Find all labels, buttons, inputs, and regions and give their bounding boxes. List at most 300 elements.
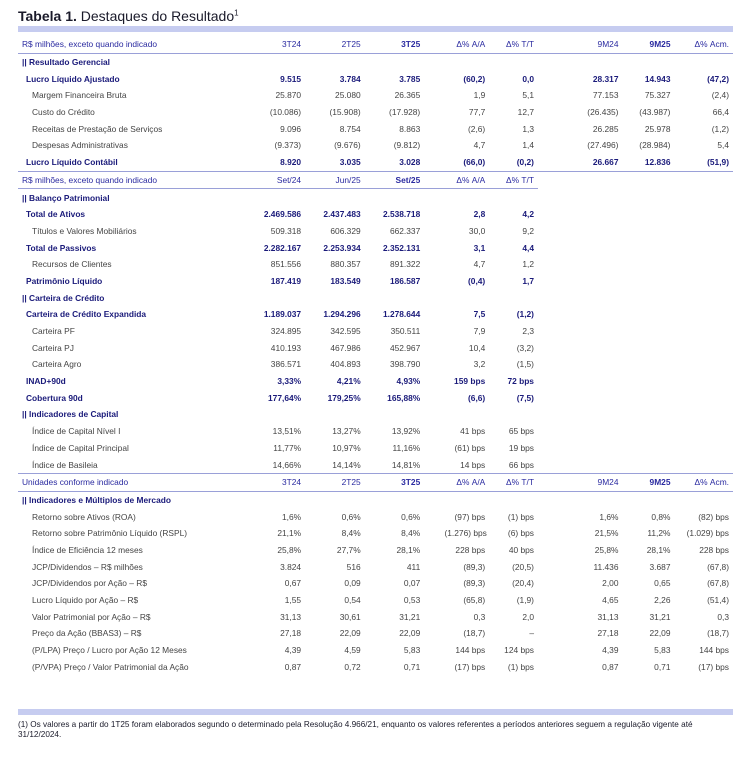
value-cell — [622, 239, 674, 256]
value-cell: 410.193 — [270, 342, 302, 353]
header-col: 9M24 — [570, 36, 622, 53]
value-cell — [570, 323, 622, 340]
value-cell: 28.317 — [592, 73, 619, 84]
value-cell: (27.496) — [587, 140, 619, 151]
table-row — [18, 440, 733, 457]
value-cell: 3,2 — [473, 359, 486, 370]
row-label: Despesas Administrativas — [32, 140, 128, 151]
value-cell — [674, 323, 733, 340]
row-label: Lucro Líquido por Ação – R$ — [32, 595, 139, 606]
table-row — [18, 525, 733, 542]
gap-cell — [424, 389, 440, 406]
header-col: Δ% A/A — [440, 473, 489, 491]
value-cell: 31,21 — [399, 611, 421, 622]
row-label: Custo do Crédito — [32, 107, 95, 118]
header-col — [674, 171, 733, 189]
gap-cell — [424, 542, 440, 559]
row-label: Títulos e Valores Mobiliários — [32, 225, 137, 236]
table-row — [18, 120, 733, 137]
value-cell: (17) bps — [454, 661, 486, 672]
value-cell: 25.080 — [335, 90, 361, 101]
value-cell: 0,72 — [344, 661, 361, 672]
table-row — [18, 356, 733, 373]
value-cell: 9.515 — [280, 73, 302, 84]
value-cell: 1,9 — [473, 90, 486, 101]
table-row — [18, 373, 733, 390]
value-cell: (10.086) — [269, 107, 302, 118]
value-cell: 228 bps — [455, 544, 486, 555]
value-cell: (2,6) — [468, 123, 486, 134]
value-cell — [674, 239, 733, 256]
value-cell — [674, 206, 733, 223]
row-label: Carteira de Crédito Expandida — [26, 309, 147, 320]
table-row — [18, 658, 733, 675]
row-label: Receitas de Prestação de Serviços — [32, 123, 163, 134]
gap-cell — [424, 642, 440, 659]
table-row — [18, 508, 733, 525]
title-footnote-ref: 1 — [234, 8, 239, 18]
value-cell: 3.824 — [280, 561, 302, 572]
value-cell: (0,2) — [516, 157, 534, 168]
value-cell: (1.029) bps — [686, 528, 729, 539]
value-cell: 124 bps — [504, 645, 534, 656]
gap-cell — [538, 658, 571, 675]
value-cell: 165,88% — [387, 392, 421, 403]
section-title: || Balanço Patrimonial — [18, 189, 733, 206]
value-cell: 2,26 — [654, 595, 671, 606]
gap-cell — [424, 525, 440, 542]
gap-cell — [538, 558, 571, 575]
value-cell: 3.785 — [399, 73, 421, 84]
gap-cell — [424, 356, 440, 373]
value-cell: 10,4 — [468, 342, 486, 353]
row-label: JCP/Dividendos – R$ milhões — [32, 561, 143, 572]
gap-cell — [538, 154, 571, 171]
value-cell: (7,5) — [516, 392, 534, 403]
value-cell: 14,66% — [272, 459, 302, 470]
table-row — [18, 339, 733, 356]
gap-cell — [424, 256, 440, 273]
value-cell: (17.928) — [389, 107, 421, 118]
value-cell: 11,16% — [392, 442, 421, 453]
value-cell: 26.365 — [394, 90, 421, 101]
value-cell: 662.337 — [389, 225, 421, 236]
value-cell: (2,4) — [711, 90, 729, 101]
value-cell: 4,7 — [473, 259, 486, 270]
gap-cell — [424, 223, 440, 240]
section-row — [18, 491, 733, 508]
gap-cell — [424, 658, 440, 675]
header-col: Δ% T/T — [489, 171, 538, 189]
value-cell: 4,39 — [284, 645, 302, 656]
value-cell: 1,3 — [522, 123, 534, 134]
value-cell — [622, 256, 674, 273]
section-row — [18, 406, 733, 423]
gap-cell — [538, 339, 571, 356]
value-cell: 2.352.131 — [382, 242, 421, 253]
gap-cell — [424, 423, 440, 440]
value-cell: 12.836 — [644, 157, 671, 168]
header-gap — [424, 473, 440, 491]
value-cell — [622, 206, 674, 223]
header-col: 3T24 — [246, 473, 306, 491]
value-cell: 25,8% — [594, 544, 619, 555]
value-cell: 27,18 — [280, 628, 302, 639]
value-cell — [570, 206, 622, 223]
gap-cell — [424, 339, 440, 356]
value-cell: (6) bps — [507, 528, 534, 539]
value-cell: 509.318 — [270, 225, 302, 236]
header-label: R$ milhões, exceto quando indicado — [18, 36, 246, 53]
gap-cell — [424, 558, 440, 575]
results-table — [18, 36, 733, 675]
header-col: Jun/25 — [305, 171, 365, 189]
table-row — [18, 104, 733, 121]
gap-cell — [424, 323, 440, 340]
value-cell: 77,7 — [468, 107, 486, 118]
value-cell: 26.285 — [592, 123, 619, 134]
value-cell: 880.357 — [330, 259, 361, 270]
value-cell: 0,87 — [284, 661, 302, 672]
gap-cell — [538, 608, 571, 625]
row-label: Recursos de Clientes — [32, 259, 112, 270]
value-cell — [570, 356, 622, 373]
table-row — [18, 592, 733, 609]
header-col: Δ% Acm. — [674, 473, 733, 491]
header-gap — [538, 171, 571, 189]
gap-cell — [538, 239, 571, 256]
value-cell: 0,3 — [473, 611, 486, 622]
value-cell: 66,4 — [712, 107, 729, 118]
value-cell: 28,1% — [396, 544, 421, 555]
value-cell: 177,64% — [268, 392, 302, 403]
row-label: (P/VPA) Preço / Valor Patrimonial da Ação — [32, 661, 189, 672]
row-label: Total de Passivos — [26, 242, 97, 253]
header-col: Δ% T/T — [489, 473, 538, 491]
value-cell: (89,3) — [463, 561, 486, 572]
section-title: || Carteira de Crédito — [18, 289, 733, 306]
value-cell: 4,7 — [473, 140, 486, 151]
value-cell: 0,3 — [717, 611, 729, 622]
row-label: Patrimônio Líquido — [26, 275, 103, 286]
header-col: Δ% Acm. — [674, 36, 733, 53]
value-cell: 31,13 — [597, 611, 619, 622]
header-col: Set/25 — [365, 171, 425, 189]
header-gap — [424, 36, 440, 53]
header-row — [18, 171, 733, 189]
value-cell: 179,25% — [327, 392, 361, 403]
value-cell: 25.870 — [275, 90, 302, 101]
value-cell: 1.278.644 — [382, 309, 421, 320]
value-cell: 8.754 — [339, 123, 361, 134]
value-cell: 1,2 — [522, 259, 534, 270]
row-label: INAD+90d — [26, 376, 66, 387]
value-cell — [622, 389, 674, 406]
value-cell: 13,92% — [391, 426, 421, 437]
value-cell: 25.978 — [644, 123, 671, 134]
gap-cell — [538, 70, 571, 87]
value-cell: (82) bps — [698, 511, 729, 522]
value-cell — [570, 306, 622, 323]
gap-cell — [424, 508, 440, 525]
gap-cell — [538, 104, 571, 121]
value-cell: 22,09 — [649, 628, 671, 639]
gap-cell — [424, 625, 440, 642]
value-cell: (9.373) — [274, 140, 302, 151]
value-cell — [674, 440, 733, 457]
value-cell: 342.595 — [330, 326, 361, 337]
row-label: Índice de Capital Principal — [32, 442, 129, 453]
table-row — [18, 306, 733, 323]
value-cell: 3.687 — [649, 561, 671, 572]
value-cell: 891.322 — [389, 259, 421, 270]
value-cell: 13,51% — [272, 426, 302, 437]
value-cell — [622, 339, 674, 356]
value-cell: (1,9) — [516, 595, 534, 606]
value-cell: 27,18 — [597, 628, 619, 639]
value-cell: 2,3 — [522, 326, 534, 337]
value-cell: 14,81% — [391, 459, 421, 470]
value-cell: (6,6) — [468, 392, 486, 403]
header-gap — [538, 36, 571, 53]
value-cell: 11,77% — [273, 442, 302, 453]
value-cell: 4,93% — [396, 376, 421, 387]
value-cell: 30,61 — [339, 611, 361, 622]
value-cell: 14,14% — [332, 459, 361, 470]
value-cell — [622, 323, 674, 340]
value-cell: 7,9 — [473, 326, 486, 337]
header-col: 3T25 — [365, 473, 425, 491]
gap-cell — [538, 592, 571, 609]
value-cell: 467.986 — [330, 342, 361, 353]
value-cell — [622, 223, 674, 240]
value-cell: 8.920 — [280, 157, 302, 168]
row-label: Preço da Ação (BBAS3) – R$ — [32, 628, 142, 639]
value-cell: 4,2 — [522, 209, 534, 220]
gap-cell — [538, 306, 571, 323]
section-title: || Resultado Gerencial — [18, 53, 733, 70]
value-cell: 7,5 — [473, 309, 486, 320]
value-cell: 2,8 — [473, 209, 486, 220]
value-cell — [622, 440, 674, 457]
value-cell: 452.967 — [389, 342, 421, 353]
value-cell: 28,1% — [646, 544, 671, 555]
value-cell: 8,4% — [401, 528, 421, 539]
value-cell — [570, 339, 622, 356]
value-cell: 350.511 — [390, 326, 421, 337]
table-row — [18, 256, 733, 273]
value-cell: (1) bps — [507, 511, 534, 522]
table-row — [18, 273, 733, 290]
row-label: Retorno sobre Patrimônio Líquido (RSPL) — [32, 528, 188, 539]
value-cell: 31,13 — [280, 611, 302, 622]
value-cell — [622, 373, 674, 390]
value-cell — [674, 373, 733, 390]
row-label: Retorno sobre Ativos (ROA) — [32, 511, 136, 522]
table-row — [18, 423, 733, 440]
value-cell: (61) bps — [454, 442, 486, 453]
value-cell: 0,8% — [651, 511, 671, 522]
value-cell: 1.189.037 — [263, 309, 302, 320]
value-cell: 21,5% — [594, 528, 619, 539]
table-body — [18, 36, 733, 675]
value-cell: 1,55 — [284, 595, 302, 606]
gap-cell — [538, 356, 571, 373]
value-cell — [570, 256, 622, 273]
value-cell — [570, 373, 622, 390]
value-cell: 2.437.483 — [323, 209, 361, 220]
header-col: Δ% T/T — [489, 36, 538, 53]
value-cell: 4,4 — [522, 242, 534, 253]
value-cell — [570, 389, 622, 406]
value-cell: (28.984) — [639, 140, 671, 151]
gap-cell — [538, 525, 571, 542]
gap-cell — [538, 423, 571, 440]
bottom-rule — [18, 709, 733, 715]
gap-cell — [538, 256, 571, 273]
value-cell: 27,7% — [336, 544, 361, 555]
gap-cell — [538, 456, 571, 473]
gap-cell — [538, 575, 571, 592]
row-label: Índice de Capital Nível I — [32, 426, 121, 437]
value-cell — [674, 356, 733, 373]
value-cell: 398.790 — [389, 359, 421, 370]
value-cell: 404.893 — [330, 359, 361, 370]
table-row — [18, 239, 733, 256]
value-cell: 3.035 — [339, 157, 361, 168]
title-number: Tabela 1. — [18, 8, 77, 24]
gap-cell — [424, 575, 440, 592]
top-rule — [18, 26, 733, 32]
gap-cell — [538, 440, 571, 457]
gap-cell — [538, 223, 571, 240]
header-col: 3T24 — [246, 36, 306, 53]
row-label: Índice de Basileia — [32, 459, 98, 470]
gap-cell — [424, 206, 440, 223]
value-cell: 144 bps — [699, 645, 729, 656]
header-row — [18, 36, 733, 53]
value-cell: 14.943 — [644, 73, 671, 84]
value-cell: 4,39 — [602, 645, 619, 656]
value-cell: (9.676) — [334, 140, 361, 151]
header-col: Set/24 — [246, 171, 306, 189]
value-cell: (1,2) — [516, 309, 534, 320]
value-cell — [622, 306, 674, 323]
value-cell: 0,6% — [401, 511, 421, 522]
value-cell: 72 bps — [507, 376, 534, 387]
value-cell: 11,2% — [647, 528, 671, 539]
value-cell: (3,2) — [516, 342, 534, 353]
value-cell: (9.812) — [393, 140, 421, 151]
value-cell: 65 bps — [508, 426, 534, 437]
value-cell: 1,4 — [522, 140, 534, 151]
value-cell: 5,1 — [522, 90, 534, 101]
value-cell — [674, 273, 733, 290]
header-col: 2T25 — [305, 473, 365, 491]
value-cell: 26.667 — [592, 157, 619, 168]
table-row — [18, 625, 733, 642]
value-cell: 1.294.296 — [323, 309, 361, 320]
value-cell: 144 bps — [455, 645, 486, 656]
header-gap — [424, 171, 440, 189]
footnote: (1) Os valores a partir do 1T25 foram elaborados segundo o determinado pela Resolução 4.966/21, enquanto os valores referentes a períodos anteriores seguem a regulação vigente até 31/12/2024. — [18, 720, 693, 739]
value-cell: 8.863 — [399, 123, 421, 134]
value-cell: (20,4) — [512, 578, 534, 589]
table-row — [18, 542, 733, 559]
table-row — [18, 456, 733, 473]
table-row — [18, 323, 733, 340]
value-cell: 186.587 — [389, 275, 421, 286]
value-cell: (0,4) — [468, 275, 486, 286]
gap-cell — [538, 87, 571, 104]
value-cell: 0,87 — [602, 661, 619, 672]
gap-cell — [538, 642, 571, 659]
value-cell: 0,67 — [284, 578, 302, 589]
table-row — [18, 608, 733, 625]
value-cell: 77.153 — [592, 90, 619, 101]
value-cell: 851.556 — [270, 259, 302, 270]
value-cell — [570, 223, 622, 240]
gap-cell — [538, 120, 571, 137]
value-cell: 2,0 — [522, 611, 534, 622]
table-row — [18, 206, 733, 223]
gap-cell — [538, 273, 571, 290]
value-cell: (47,2) — [707, 73, 729, 84]
gap-cell — [538, 542, 571, 559]
value-cell: (60,2) — [463, 73, 486, 84]
value-cell: (67,8) — [707, 578, 729, 589]
value-cell — [674, 223, 733, 240]
value-cell — [674, 256, 733, 273]
row-label: Lucro Líquido Ajustado — [26, 73, 120, 84]
value-cell: – — [529, 628, 534, 639]
gap-cell — [538, 206, 571, 223]
value-cell — [570, 273, 622, 290]
gap-cell — [538, 373, 571, 390]
value-cell: 183.549 — [330, 275, 361, 286]
value-cell: (15.908) — [329, 107, 361, 118]
value-cell — [674, 456, 733, 473]
value-cell: 2.253.934 — [323, 242, 361, 253]
table-row — [18, 137, 733, 154]
gap-cell — [424, 120, 440, 137]
header-col — [570, 171, 622, 189]
gap-cell — [424, 87, 440, 104]
value-cell: 187.419 — [270, 275, 302, 286]
gap-cell — [424, 70, 440, 87]
gap-cell — [424, 440, 440, 457]
row-label: Margem Financeira Bruta — [32, 90, 127, 101]
title-text: Destaques do Resultado — [76, 8, 235, 24]
value-cell: (20,5) — [512, 561, 534, 572]
value-cell — [570, 440, 622, 457]
row-label: Índice de Eficiência 12 meses — [32, 544, 143, 555]
value-cell: 21,1% — [277, 528, 302, 539]
row-label: Total de Ativos — [26, 209, 86, 220]
gap-cell — [424, 306, 440, 323]
value-cell: 5,83 — [403, 645, 421, 656]
header-col: 9M25 — [622, 473, 674, 491]
gap-cell — [424, 373, 440, 390]
table-row — [18, 70, 733, 87]
value-cell: (18,7) — [707, 628, 729, 639]
table-row — [18, 642, 733, 659]
header-label: Unidades conforme indicado — [18, 473, 246, 491]
gap-cell — [424, 273, 440, 290]
value-cell: (67,8) — [707, 561, 729, 572]
row-label: Carteira PJ — [32, 342, 74, 353]
value-cell: 10,97% — [332, 442, 361, 453]
